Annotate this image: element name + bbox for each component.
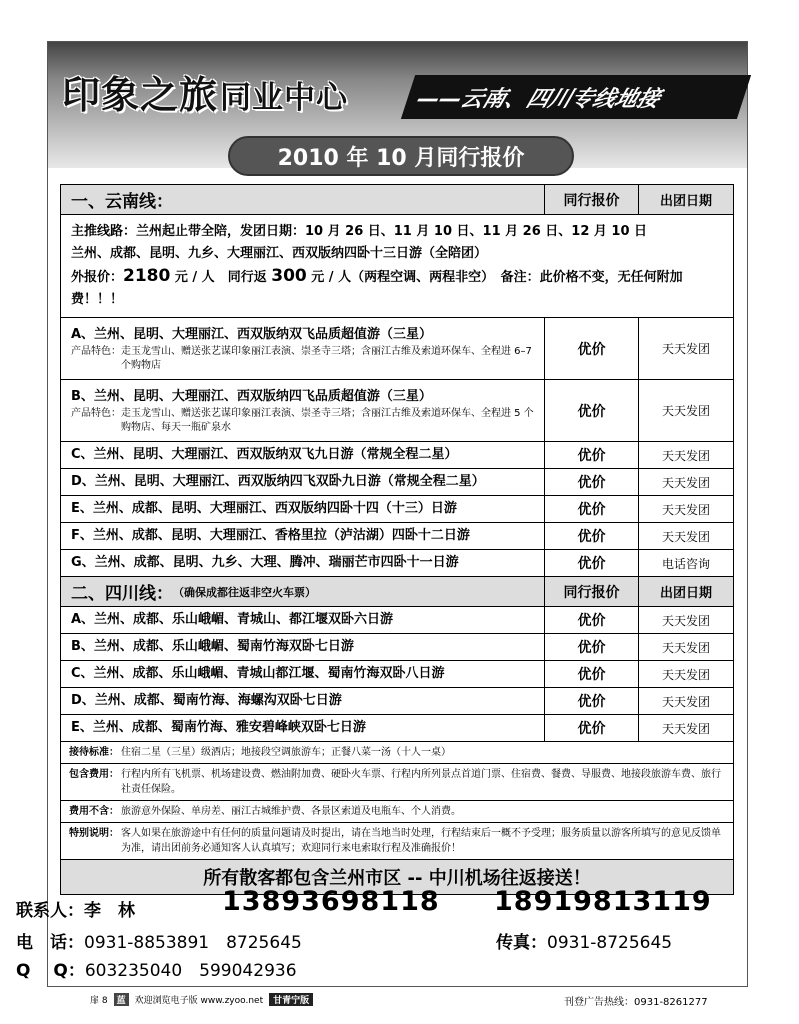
route-date: 天天发团 <box>661 529 710 544</box>
route-features <box>71 345 534 373</box>
note-text: 客人如果在旅游途中有任何的质量问题请及时提出，请在当地当时处理，行程结束后一概不予受理；服务质量以游客所填写的意见反馈单为准，请出团前务必通知客人认真填写；欢迎同行来电索取行程及准确报价！ <box>121 828 721 854</box>
route-title: B、兰州、成都、乐山峨嵋、蜀南竹海双卧七日游 <box>61 634 545 660</box>
note-text: 旅游意外保险、单房差、丽江古城维护费、各景区索道及电瓶车、个人消费。 <box>121 806 461 817</box>
tel-label: 电 话： <box>16 933 84 953</box>
route-date: 天天发团 <box>661 694 710 709</box>
feature-text: 走玉龙雪山、赠送张艺谋印象丽江表演、崇圣寺三塔；含丽江古维及索道环保车、全程进 5 个购物店、每天一瓶矿泉水 <box>121 407 534 433</box>
route-title: F、兰州、成都、昆明、大理丽江、香格里拉（泸沽湖）四卧十二日游 <box>61 523 545 549</box>
header-subtitle: ——云南、四川专线地接 <box>401 75 751 119</box>
feature-text: 走玉龙雪山、赠送张艺谋印象丽江表演、崇圣寺三塔；含丽江古维及索道环保车、全程进 6–7 个购物店 <box>121 345 532 371</box>
fax-value[interactable]: 0931-8725645 <box>547 933 673 953</box>
route-title: E、兰州、成都、蜀南竹海、雅安碧峰峡双卧七日游 <box>61 715 545 741</box>
route-date: 天天发团 <box>661 667 710 682</box>
feature-label: 产品特色： <box>71 407 121 419</box>
route-price: 优价 <box>545 380 639 441</box>
route-row <box>61 442 733 469</box>
route-row <box>61 607 733 634</box>
route-row <box>61 550 733 577</box>
transfer-banner: 所有散客都包含兰州市区 -- 中川机场往返接送！ <box>61 860 733 894</box>
col-price-header: 同行报价 <box>545 185 639 214</box>
route-date: 天天发团 <box>661 448 710 463</box>
route-date: 天天发团 <box>661 721 710 736</box>
tel-line <box>16 928 302 953</box>
route-date: 天天发团 <box>661 613 710 628</box>
route-title: A、兰州、成都、乐山峨嵋、青城山、都江堰双卧六日游 <box>61 607 545 633</box>
sichuan-heading: 二、四川线： <box>71 584 173 604</box>
route-price: 优价 <box>545 550 639 576</box>
route-price: 优价 <box>545 442 639 468</box>
note <box>61 764 733 800</box>
route-row <box>61 715 733 742</box>
brand-name: 印象之旅 <box>62 73 219 117</box>
edition-badge: 甘青宁版 <box>269 993 313 1006</box>
route-date: 天天发团 <box>661 475 710 490</box>
rebate-value: 300 <box>271 266 307 286</box>
route-title: D、兰州、昆明、大理丽江、西双版纳四飞双卧九日游（常规全程二星） <box>61 469 545 495</box>
mobile-phone-1[interactable]: 13893698118 <box>222 886 440 917</box>
route-date: 天天发团 <box>661 502 710 517</box>
rebate-unit: 元 / 人（两程空调、两程非空） <box>311 270 488 285</box>
main-route-price <box>71 265 723 311</box>
col-date-header: 出团日期 <box>659 586 712 601</box>
note-label: 接待标准： <box>69 747 119 758</box>
route-row <box>61 469 733 496</box>
route-price: 优价 <box>545 661 639 687</box>
route-row <box>61 318 733 380</box>
note <box>61 823 733 859</box>
mobile-phone-2[interactable]: 18919813119 <box>494 886 712 917</box>
yunnan-header-row <box>61 185 733 215</box>
ad-hotline: 刊登广告热线：0931-8261277 <box>564 997 708 1008</box>
price-title: 2010 年 10 月同行报价 <box>228 136 574 176</box>
route-price: 优价 <box>545 688 639 714</box>
route-title: E、兰州、成都、昆明、大理丽江、西双版纳四卧十四（十三）日游 <box>61 496 545 522</box>
sichuan-heading-note: （确保成都往返非空火车票） <box>173 585 316 599</box>
route-title: C、兰州、成都、乐山峨嵋、青城山都江堰、蜀南竹海双卧八日游 <box>61 661 545 687</box>
route-title: A、兰州、昆明、大理丽江、西双版纳双飞品质超值游（三星） <box>71 326 433 342</box>
contact-person: 联系人：李 林 <box>16 901 135 921</box>
main-note: 备注：此价格不变，无任何附加费！！！ <box>71 270 683 307</box>
route-features <box>71 407 534 435</box>
route-price: 优价 <box>545 607 639 633</box>
note <box>61 801 469 822</box>
route-row <box>61 688 733 715</box>
route-price: 优价 <box>545 715 639 741</box>
route-date: 天天发团 <box>661 342 710 356</box>
header-banner <box>48 42 747 171</box>
footer-welcome[interactable]: 欢迎浏览电子版 www.zyoo.net <box>134 996 264 1006</box>
price-unit: 元 / 人 <box>174 270 215 285</box>
note-text: 住宿二星（三星）级酒店；地接段空调旅游车；正餐八菜一汤（十人一桌） <box>121 747 451 758</box>
page-number: 扉 8 <box>90 996 108 1006</box>
rebate-label: 同行返 <box>227 270 267 285</box>
col-date-header: 出团日期 <box>659 194 712 209</box>
price-table <box>60 184 734 895</box>
price-value: 2180 <box>123 266 171 286</box>
footer <box>90 993 313 1006</box>
route-title: D、兰州、成都、蜀南竹海、海螺沟双卧七日游 <box>61 688 545 714</box>
note-row <box>61 742 733 764</box>
route-price: 优价 <box>545 496 639 522</box>
route-title: G、兰州、成都、昆明、九乡、大理、腾冲、瑞丽芒市四卧十一日游 <box>61 550 545 576</box>
route-title: B、兰州、昆明、大理丽江、西双版纳四飞品质超值游（三星） <box>71 388 432 404</box>
qq-value[interactable]: 603235040 599042936 <box>84 961 297 981</box>
page-tag: 蓝 <box>114 993 129 1006</box>
qq-label: Q Q： <box>16 961 85 981</box>
route-title: C、兰州、昆明、大理丽江、西双版纳双飞九日游（常规全程二星） <box>61 442 545 468</box>
note-row <box>61 764 733 801</box>
feature-label: 产品特色： <box>71 345 121 357</box>
sichuan-header-row <box>61 577 733 607</box>
route-price: 优价 <box>545 523 639 549</box>
route-cell <box>61 318 545 379</box>
note-label: 包含费用： <box>69 769 119 780</box>
route-row <box>61 661 733 688</box>
route-row <box>61 634 733 661</box>
note-label: 费用不含： <box>69 806 119 817</box>
yunnan-heading: 一、云南线： <box>61 185 545 214</box>
route-row <box>61 523 733 550</box>
main-route <box>61 215 733 317</box>
brand-logo <box>62 64 348 119</box>
note-label: 特别说明： <box>69 828 119 839</box>
tel-value[interactable]: 0931-8853891 8725645 <box>84 933 302 953</box>
route-price: 优价 <box>545 318 639 379</box>
note-row <box>61 801 733 823</box>
main-route-line2: 兰州、成都、昆明、九乡、大理丽江、西双版纳四卧十三日游（全陪团） <box>71 246 488 261</box>
page-frame <box>47 41 748 987</box>
brand-sub: 同业中心 <box>220 80 349 116</box>
route-cell <box>61 380 545 441</box>
note-row <box>61 823 733 860</box>
route-date: 天天发团 <box>661 640 710 655</box>
price-label: 外报价： <box>71 270 124 285</box>
col-price-header: 同行报价 <box>545 577 639 606</box>
fax-label: 传真： <box>496 933 547 953</box>
main-route-line1: 主推线路：兰州起止带全陪，发团日期：10 月 26 日、11 月 10 日、11 月 26 日、12 月 10 日 <box>71 224 648 239</box>
qq-line <box>16 956 297 981</box>
fax-line <box>496 928 672 953</box>
route-row <box>61 496 733 523</box>
main-route-row <box>61 215 733 318</box>
route-price: 优价 <box>545 634 639 660</box>
note-text: 行程内所有飞机票、机场建设费、燃油附加费、硬卧火车票、行程内所列景点首道门票、住宿费、餐费、导服费、地接段旅游车费、旅行社责任保险。 <box>121 769 721 795</box>
route-date: 天天发团 <box>661 404 710 418</box>
route-row <box>61 380 733 442</box>
sichuan-heading-cell <box>61 577 545 606</box>
route-price: 优价 <box>545 469 639 495</box>
note <box>61 742 459 763</box>
route-date: 电话咨询 <box>661 556 710 571</box>
